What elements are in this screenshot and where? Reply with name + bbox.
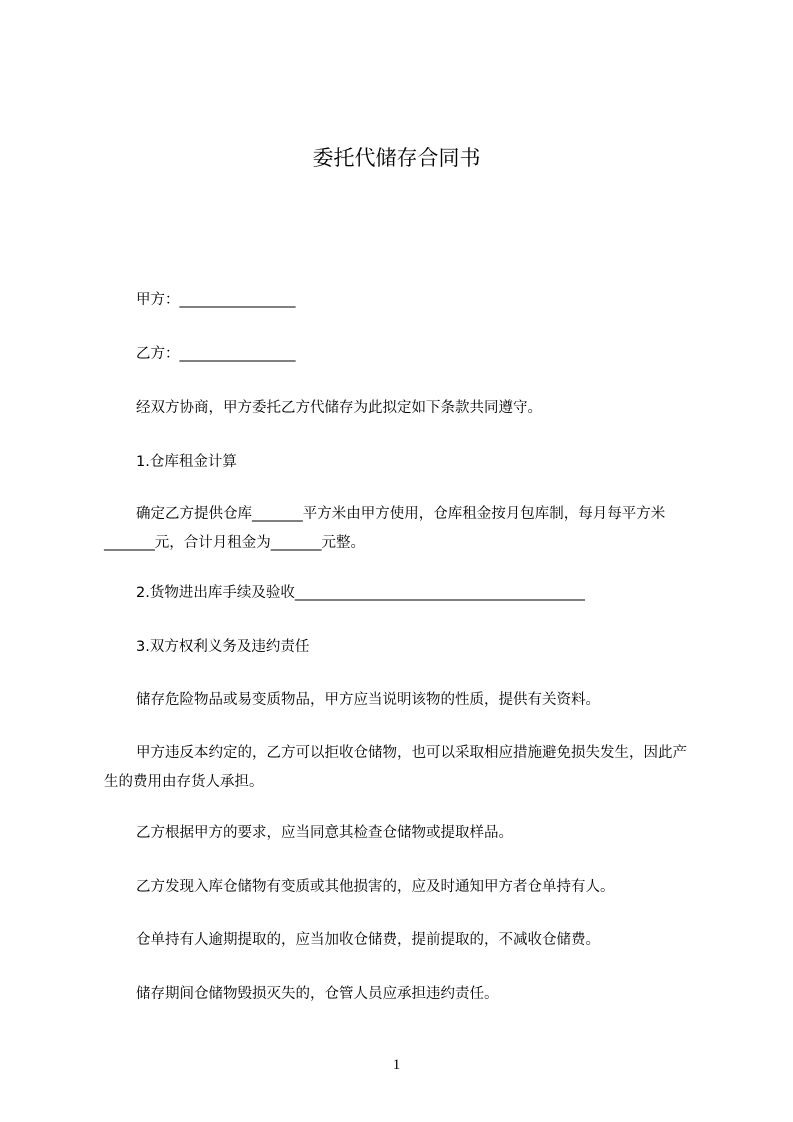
party-b-line: 乙方：________________: [136, 346, 296, 362]
section-heading-3: 3.双方权利义务及违约责任: [136, 639, 310, 655]
violation-paragraph: 甲方违反本约定的，乙方可以拒收仓储物，也可以采取相应措施避免损失发生，因此产生的费用由存货人承担。: [104, 745, 687, 790]
preamble-paragraph: 经双方协商，甲方委托乙方代储存为此拟定如下条款共同遵守。: [136, 400, 542, 416]
section-heading-2: 2.货物进出库手续及验收________________________________________: [136, 585, 585, 601]
party-a-line: 甲方：________________: [136, 292, 296, 308]
section-heading-1: 1.仓库租金计算: [136, 454, 237, 470]
hazard-paragraph: 储存危险物品或易变质物品，甲方应当说明该物的性质，提供有关资料。: [136, 692, 600, 708]
overdue-paragraph: 仓单持有人逾期提取的，应当加收仓储费，提前提取的，不减收仓储费。: [136, 932, 600, 948]
liability-paragraph: 储存期间仓储物毁损灭失的，仓管人员应承担违约责任。: [136, 986, 499, 1002]
document-title: 委托代储存合同书: [312, 146, 481, 170]
inspection-paragraph: 乙方根据甲方的要求，应当同意其检查仓储物或提取样品。: [136, 825, 513, 841]
rent-paragraph: 确定乙方提供仓库_______平方米由甲方使用，仓库租金按月包库制，每月每平方米_______元，合计月租金为_______元整。: [104, 506, 666, 551]
damage-notice-paragraph: 乙方发现入库仓储物有变质或其他损害的，应及时通知甲方者仓单持有人。: [136, 879, 615, 895]
page-number: 1: [392, 1057, 401, 1073]
